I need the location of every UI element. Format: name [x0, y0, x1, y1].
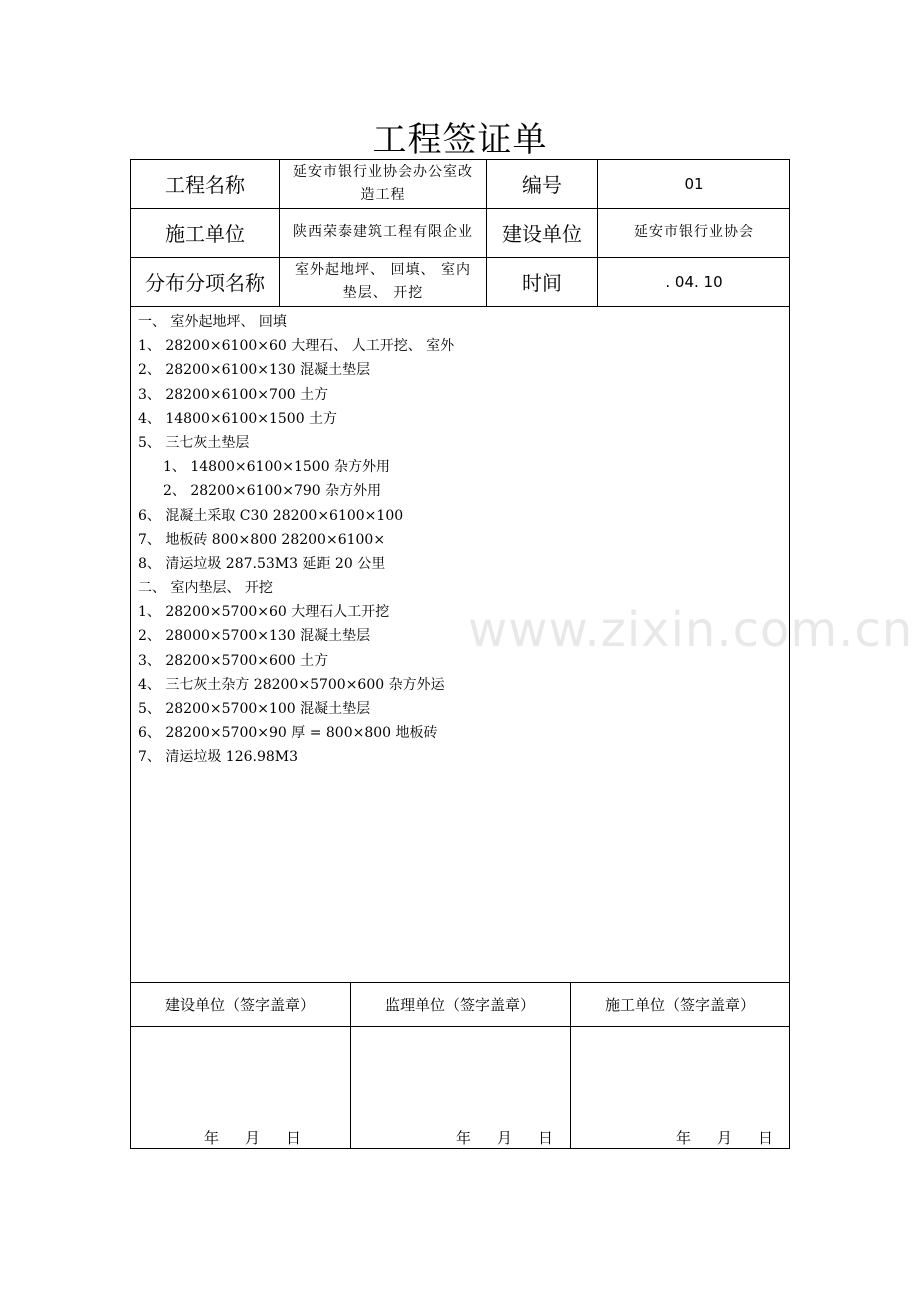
date-year: 年 — [204, 1129, 220, 1147]
sub-item-label: 分布分项名称 — [145, 271, 265, 295]
content-line: 5、 三七灰土垫层 — [138, 434, 250, 451]
sub-item-value: 室外起地坪、 回填、 室内垫层、 开挖 — [295, 261, 471, 301]
content-line: 7、 清运垃圾 126.98M3 — [138, 749, 299, 766]
owner-signature-label: 建设单位（签字盖章） — [164, 995, 315, 1014]
project-name-label: 工程名称 — [165, 173, 245, 197]
content-line: 二、 室内垫层、 开挖 — [138, 580, 273, 597]
contractor-label: 施工单位 — [165, 222, 245, 246]
project-name-value: 延安市银行业协会办公室改造工程 — [293, 163, 473, 203]
date-month: 月 — [717, 1129, 733, 1147]
time-value: . 04. 10 — [665, 272, 723, 291]
content-line: 8、 清运垃圾 287.53M3 延距 20 公里 — [138, 555, 386, 572]
content-line: 3、 28200×6100×700 土方 — [138, 386, 329, 403]
date-day: 日 — [538, 1129, 554, 1147]
content-line: 6、 28200×5700×90 厚 = 800×800 地板砖 — [138, 725, 438, 742]
content-line: 7、 地板砖 800×800 28200×6100× — [138, 531, 386, 548]
contractor-signature-label: 施工单位（签字盖章） — [604, 995, 755, 1014]
content-line: 4、 14800×6100×1500 土方 — [138, 410, 338, 427]
page-title: 工程签证单 — [372, 120, 548, 160]
content-line: 2、 28200×6100×130 混凝土垫层 — [138, 362, 371, 379]
owner-value: 延安市银行业协会 — [634, 224, 754, 240]
time-label: 时间 — [522, 271, 562, 295]
row-divider — [130, 306, 790, 307]
row-divider — [130, 1026, 790, 1027]
watermark: www.zixin.com.cn — [468, 602, 914, 658]
owner-label: 建设单位 — [502, 222, 582, 246]
content-line: 一、 室外起地坪、 回填 — [138, 314, 287, 330]
date-month: 月 — [497, 1129, 513, 1147]
work-content — [138, 310, 778, 770]
content-line: 4、 三七灰土杂方 28200×5700×600 杂方外运 — [138, 676, 445, 693]
date-day: 日 — [758, 1129, 774, 1147]
content-line: 5、 28200×5700×100 混凝土垫层 — [138, 701, 371, 717]
serial-no-label: 编号 — [522, 173, 562, 197]
content-line: 1、 14800×6100×1500 杂方外用 — [163, 459, 391, 476]
date-day: 日 — [286, 1129, 302, 1147]
serial-no-value: 01 — [684, 174, 704, 193]
content-line: 3、 28200×5700×600 土方 — [138, 652, 329, 669]
content-line: 1、 28200×5700×60 大理石人工开挖 — [138, 604, 390, 621]
date-month: 月 — [245, 1129, 261, 1147]
contractor-value: 陕西荣泰建筑工程有限企业 — [293, 224, 473, 240]
date-year: 年 — [676, 1129, 692, 1147]
content-line: 1、 28200×6100×60 大理石、 人工开挖、 室外 — [138, 338, 455, 355]
content-line: 2、 28000×5700×130 混凝土垫层 — [138, 628, 371, 645]
supervisor-signature-label: 监理单位（签字盖章） — [384, 995, 535, 1014]
content-line: 6、 混凝土采取 C30 28200×6100×100 — [138, 507, 404, 524]
content-line: 2、 28200×6100×790 杂方外用 — [163, 483, 382, 500]
date-year: 年 — [456, 1129, 472, 1147]
